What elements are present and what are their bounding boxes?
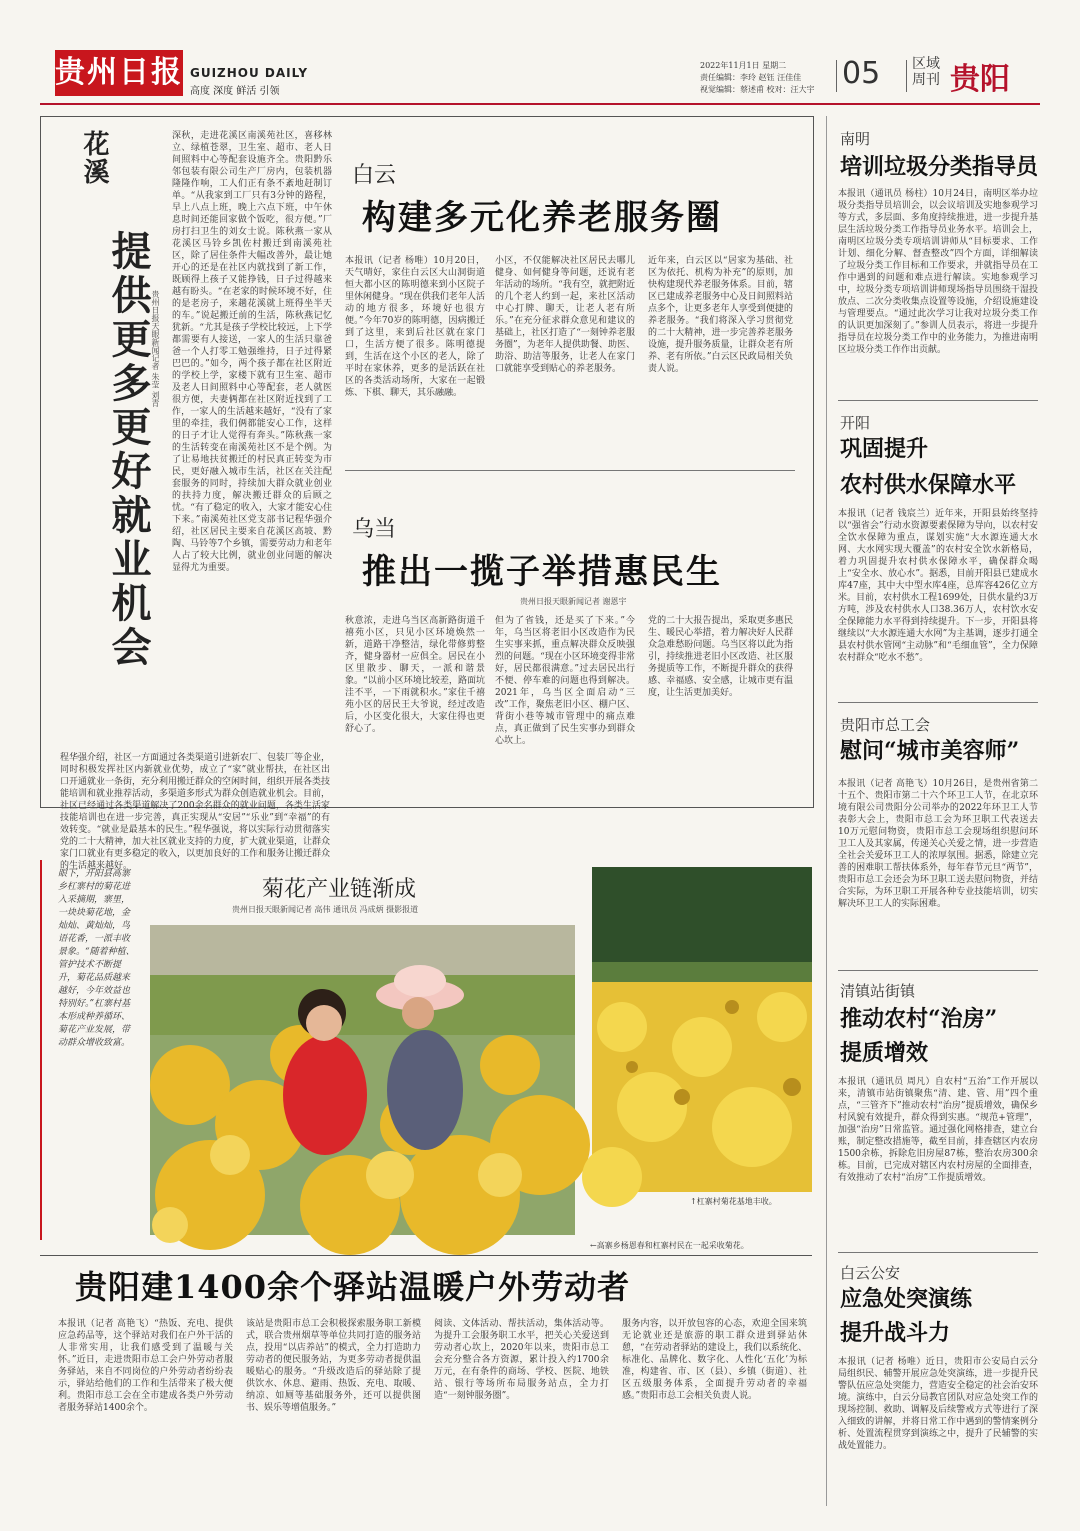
section-label-line2: 周刊 xyxy=(912,72,940,88)
huaxi-byline: 贵州日报天眼新闻记者 朱莹 刘青 xyxy=(151,290,160,408)
bottom-headline: 贵阳建1400余个驿站温暖户外劳动者 xyxy=(75,1268,631,1306)
chrysanthemum-byline: 贵州日报天眼新闻记者 高伟 通讯员 冯成炳 摄影报道 xyxy=(232,905,419,914)
qingzhen-headline-2: 提质增效 xyxy=(840,1040,929,1066)
qingzhen-kicker: 清镇站街镇 xyxy=(840,982,916,1000)
photo-pickers xyxy=(150,925,575,1235)
nanming-body: 本报讯（通讯员 杨柱）10月24日，南明区举办垃圾分类指导员培训会，以会议培训及实地参观学习等方式，多层面、多角度持续推进，进一步提升基层生活垃圾分类工作指导员业务水平。培训会上，南明区垃圾分类专项培训讲师从“目标要求、工作计划、细化分解、督查整改”四个方面，详细解读了垃圾分类工作目标和工作要求，并就指导员在工作中遇到的问题和难点进行解读。实地参观学习中，垃圾分类专项培训讲师现场指导员围绕干湿投放点、二次分类收集点设置等设施，介绍设施建设与管理要点。“通过此次学习让我对垃圾分类工作的认识更加深刻了。”参训人员表示，将进一步提升指导员在垃圾分类工作中的业务能力，为推进南明区垃圾分类工作作出贡献。 xyxy=(838,189,1038,355)
divider xyxy=(40,860,42,1240)
section-label xyxy=(912,56,940,88)
kaiyang-body: 本报讯（记者 钱宸兰）近年来，开阳县始终坚持以“强省会”行动水资源要素保障为导向，以农村安全饮水保障为重点，谋划实施“大水源连通大水网、大水网实现大覆盖”的农村安全饮水新格局，着力巩固提升农村供水保障水平，确保群众喝上“安全水、放心水”。据悉，目前开阳县已建成水库47座，其中大中型水库4座，总库容426亿立方米。目前，农村供水工程1699处，日供水量约3万方吨，涉及农村供水人口38.36万人，农村饮水安全保障能力水平得到持续提升。下一步，开阳县将继续以“大水源连通大水网”为主基调，逐步打通全县农村供水管网“主动脉”和“毛细血管”，全力保障农村群众“吃水不愁”。 xyxy=(838,509,1038,663)
photo-caption-field: ↑杠寨村菊花基地丰收。 xyxy=(690,1197,777,1206)
divider xyxy=(838,702,1038,703)
divider xyxy=(826,116,827,1506)
bottom-column-1: 本报讯（记者 高艳飞）“热饭、充电、提供应急药品等，这个驿站对我们在户外干活的人非常实用，让我们感受到了温暖与关怀。”近日，走进贵阳市总工会户外劳动者服务驿站，来自不同岗位的户外劳动者纷纷表示，驿站给他们的工作和生活带来了极大便利。贵阳市总工会在全市建成各类户外劳动者服务驿站1400余个。 xyxy=(58,1319,233,1413)
wudang-headline: 推出一揽子举措惠民生 xyxy=(362,552,722,592)
divider xyxy=(838,1252,1038,1253)
huaxi-column-1: 深秋，走进花溪区南溪苑社区，喜移林立、绿植苍翠，卫生室、超市、老人日间照料中心等配套设施齐全。贵阳黔乐邻包装有限公司生产厂房内，包装机器隆隆作响，工人们正有条不紊地赶制订单。“从我家到工厂只有3分钟的路程，早上八点上班，晚上六点下班，中午休息时间还能回家做个饭吃，很方便。”厂房打扫卫生的刘女士说。陈秋燕一家从花溪区马铃乡凯佐村搬迁到南溪苑社区，除了居住条件大幅改善外，最让她开心的还是在社区内就找到了新工作，既顾得上孩子又能挣钱，日子过得越来越有盼头。“在老家的时候环境不好，住的是老房子，来趟花溪就上班得坐半天的车。”说起搬迁前的生活，陈秋燕记忆犹新。“尤其是孩子学校比较远，上下学都需要有人接送，一家人的生活只靠爸爸一个人打零工勉强维持，日子过得紧巴巴的。”如今，两个孩子都在社区附近的学校上学，家楼下就有卫生室、超市及老人日间照料中心等配套，老人就医很方便，夫妻俩都在社区附近找到了工作，一家人的生活越来越好，“没有了家里的牵挂，我们俩都能安心工作，这样的日子才让人觉得有奔头。”陈秋燕一家的生活转变在南溪苑社区不是个例。为了让易地扶贫搬迁的村民真正转变为市民，更好融入城市生活，社区在关注配套服务的同时，持续加大群众就业创业的扶持力度，解决搬迁群众的后顾之忧。“有了稳定的收入，大家才能安心住下来。”南溪苑社区党支部书记程华强介绍，社区居民主要来自花溪区高坡、黔陶、马铃等7个乡镇，需要劳动力和老年人占了较大比例，就业创业问题的解决显得尤为重要。 xyxy=(172,131,332,573)
baiyun-column-3: 近年来，白云区以“居家为基础、社区为依托、机构为补充”的原则，加快构建现代养老服务体系。目前，辖区已建成养老服务中心及日间照料站点多个，让更多老年人享受到便捷的养老服务。“我们将深入学习贯彻党的二十大精神，进一步完善养老服务设施，提升服务质量，让群众老有所养、老有所依。”白云区民政局相关负责人说。 xyxy=(648,256,793,374)
bottom-column-4: 服务内容，以开放包容的心态，欢迎全国来筑无论就业还是旅游的职工群众进到驿站休憩，“在劳动者驿站的建设上，我们以系统化、标准化、品牌化、数字化、人性化‘五化’为标准，构建省、市、区（县）、乡镇（街道）、社区五级服务体系，全面提升劳动者的幸福感。”贵阳市总工会相关负责人说。 xyxy=(622,1319,807,1401)
divider xyxy=(40,1255,812,1256)
bottom-column-3: 阅读、文体活动、帮扶活动，集体活动等。为提升工会服务职工水平，把关心关爱送到劳动者心坎上，2020年以来，贵阳市总工会充分整合各方资源，累计投入约1700余万元，在有条件的商场、学校、医院、地铁站、银行等场所布局服务站点，全力打造“一刻钟服务圈”。 xyxy=(434,1319,609,1401)
kaiyang-headline-2: 农村供水保障水平 xyxy=(840,472,1017,498)
masthead-rule xyxy=(40,103,1040,105)
chrysanthemum-title: 菊花产业链渐成 xyxy=(262,877,417,902)
qingzhen-body: 本报讯（通讯员 周凡）自农村“五治”工作开展以来，清镇市站街镇聚焦“清、建、管、用”四个重点，“三管齐下”推动农村“治房”提质增效，确保乡村风貌有效提升，群众得到实惠。“规范+管理”，加强“治房”日常监管。通过强化网格排查，建立台账，制定整改措施等，截至目前，排查辖区内农房1500余栋，拆除危旧房屋87栋，整治农房300余栋。目前，已完成对辖区内农村房屋的全面排查，有效推动了农村“治房”工作提质增效。 xyxy=(838,1077,1038,1183)
chrysanthemum-caption: 眼下，开阳县高寨乡杠寨村的菊花进入采摘期，寨里，一块块菊花地，金灿灿、黄灿灿，鸟语花香，一派丰收景象。“随着种植、管护技术不断提升，菊花品质越来越好，今年效益也特别好。”杠寨村基本形成种养循环、菊花产业发展，带动群众增收致富。 xyxy=(58,869,135,1048)
union-body: 本报讯（记者 高艳飞）10月26日，是贵州省第二十五个、贵阳市第二十六个环卫工人节，在北京环境有限公司贵阳分公司举办的2022年环卫工人节表彰大会上，贵阳市总工会为环卫职工代表送去10万元慰问物资，贵阳市总工会现场组织慰问环卫工人及其家属，传递关心关爱之情，进一步营造全社会关爱环卫工人的浓厚氛围。据悉，除建立完善的困难职工帮扶体系外，每年春节元旦“两节”，贵阳市总工会还会为环卫职工送去慰问物资，并结合实际，为环卫职工开展各种专业技能培训，切实解决环卫工人的实际困难。 xyxy=(838,779,1038,909)
divider xyxy=(838,400,1038,401)
huaxi-kicker: 花溪 xyxy=(79,130,109,186)
editors-line-2: 视觉编辑：蔡述甫 校对：汪大宇 xyxy=(700,85,815,94)
divider xyxy=(838,970,1038,971)
nanming-headline: 培训垃圾分类指导员 xyxy=(840,154,1039,180)
newspaper-name-en: GUIZHOU DAILY xyxy=(190,66,309,80)
huaxi-column-2: 程华强介绍，社区一方面通过各类渠道引进新农厂、包装厂等企业，同时积极发挥社区内新就业优势，成立了“家”就业帮扶，在社区出口开通就业一条街，充分利用搬迁群众的空闲时间，组织开展各类技能培训和就业推荐活动，多渠道多形式为群众创造就业机会。目前，社区已经通过各类渠道解决了200余名群众的就业问题，各类生活家技能培训也在进一步完善，真正实现从“安居”“乐业”到“幸福”的有效转变。“就业是最基本的民生。”程华强说，将以实际行动贯彻落实党的二十大精神，加大社区就业支持的力度，扩大就业渠道，让群众家门口就业有更多稳定的收入，以更加良好的工作和服务让搬迁群众的生活越来越好。 xyxy=(60,753,331,871)
police-body: 本报讯（记者 杨唯）近日，贵阳市公安局白云分局组织民、辅警开展应急处突演练，进一步提升民警队伍应急处突能力，营造安全稳定的社会治安环境。演练中，白云分局教官团队对应急处突工作的现场控制、救助、调解及后续警戒方式等进行了深入细致的讲解，并将日常工作中遇到的警情案例分析、处置流程贯穿到演练之中，提升了民辅警的实战处置能力。 xyxy=(838,1357,1038,1451)
nanming-kicker: 南明 xyxy=(840,130,871,148)
editors-line-1: 责任编辑：李玲 赵钰 汪佳佳 xyxy=(700,73,802,82)
union-kicker: 贵阳市总工会 xyxy=(840,716,931,734)
qingzhen-headline-1: 推动农村“治房” xyxy=(840,1006,998,1032)
newspaper-logo: 贵州日报 xyxy=(55,50,183,96)
police-kicker: 白云公安 xyxy=(840,1264,901,1282)
baiyun-column-2: 小区，不仅能解决社区居民去哪儿健身、如何健身等问题，还说有老年活动的场所。“我有空，就把附近的几个老人约到一起，来社区活动中心打牌、聊天，让老人老有所乐。”在充分征求群众意见和建议的基础上，社区打造了“一刻钟养老服务圈”，为老年人提供助餐、助医、助浴、助洁等服务，让老人在家门口就能享受到贴心的养老服务。 xyxy=(495,256,635,374)
wudang-column-1: 秋意浓，走进乌当区高新路街道千禧苑小区，只见小区环境焕然一新，道路干净整洁，绿化带修剪整齐，健身器材一应俱全。居民在小区里散步、聊天，一派和谐景象。“以前小区环境比较差，路面坑洼不平，一下雨就积水。”家住千禧苑小区的居民王大爷说，经过改造后，小区变化很大，大家住得也更舒心了。 xyxy=(345,616,485,734)
wudang-column-3: 党的二十大报告提出，采取更多惠民生、暖民心举措，着力解决好人民群众急难愁盼问题。乌当区将以此为指引，持续推进老旧小区改造、社区服务提质等工作，不断提升群众的获得感、幸福感、安全感，让城市更有温度，让生活更加美好。 xyxy=(648,616,793,698)
bottom-column-2: 该站是贵阳市总工会积极探索服务职工新模式，联合贵州烟草等单位共同打造的服务站点，投用“以店养站”的模式，全力打造助力劳动者的便民服务站，为更多劳动者提供温暖贴心的服务。“升级改造后的驿站除了提供饮水、休息、避雨、热饭、充电、取暖、纳凉、如厕等基础服务外，还可以提供图书、娱乐等增值服务。” xyxy=(246,1319,421,1413)
police-headline-1: 应急处突演练 xyxy=(840,1286,973,1312)
kaiyang-headline-1: 巩固提升 xyxy=(840,436,929,462)
divider xyxy=(836,60,837,92)
baiyun-headline: 构建多元化养老服务圈 xyxy=(362,198,722,238)
wudang-column-2: 但为了省钱，还是买了下来。”今年，乌当区将老旧小区改造作为民生实事来抓，重点解决群众反映强烈的问题。“现在小区环境变得非常好，居民都很满意。”过去居民出行不便、停车难的问题也得到解决。2021年，乌当区全面启动“三改”工作，聚焦老旧小区、棚户区、背街小巷等城市管理中的痛点难点，真正做到了民生实事办到群众心坎上。 xyxy=(495,616,635,746)
section-label-line1: 区域 xyxy=(912,56,940,72)
baiyun-kicker: 白云 xyxy=(352,163,397,188)
divider xyxy=(906,60,907,92)
wudang-byline: 贵州日报天眼新闻记者 谢恩宇 xyxy=(520,597,627,606)
newspaper-slogan: 高度 深度 鲜活 引领 xyxy=(190,86,280,97)
police-headline-2: 提升战斗力 xyxy=(840,1320,951,1346)
section-city: 贵阳 xyxy=(950,62,1010,97)
union-headline: 慰问“城市美容师” xyxy=(840,738,1020,764)
page-number: 05 xyxy=(842,56,881,91)
photo-caption-pickers: ←高寨乡杨恩春和杠寨村民在一起采收菊花。 xyxy=(590,1241,749,1250)
wudang-kicker: 乌当 xyxy=(352,517,397,542)
huaxi-headline: 提供更多更好就业机会 xyxy=(105,230,152,670)
kaiyang-kicker: 开阳 xyxy=(840,414,871,432)
photo-field xyxy=(592,867,812,1192)
issue-date: 2022年11月1日 星期二 xyxy=(700,61,787,70)
baiyun-column-1: 本报讯（记者 杨唯）10月20日，天气晴好，家住白云区大山洞街道恒大都小区的陈明德来到小区院子里休闲健身。“现在供我们老年人活动的地方很多，环境好也很方便。”今年70岁的陈明德，因病搬迁到了这里，来到后社区就在家门口，生活方便了很多。陈明德提到，生活在这个小区的老人，除了平时在家休养，更多的是活跃在社区的各类活动场所，大家在一起锻炼、下棋、聊天，其乐融融。 xyxy=(345,256,485,398)
divider xyxy=(345,470,795,471)
